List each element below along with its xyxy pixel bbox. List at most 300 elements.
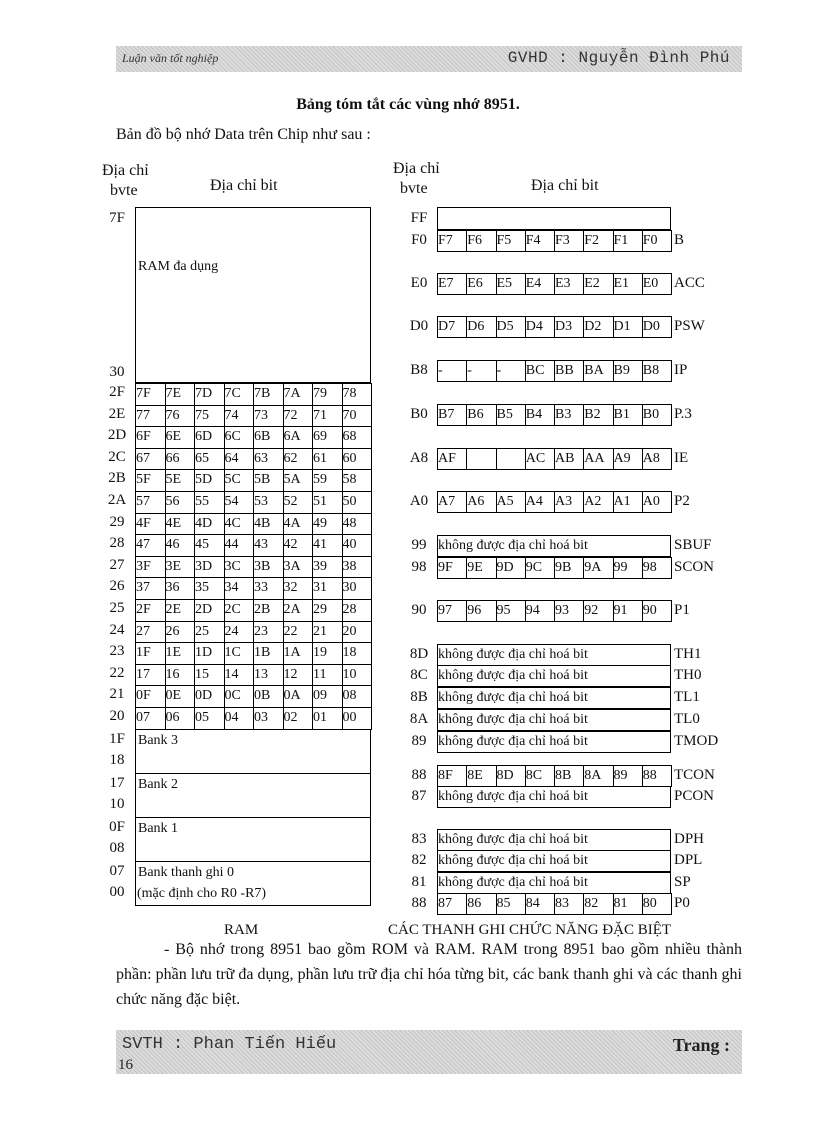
sfr-bit-label: 9E [467,560,483,575]
sfr-bit-label: BA [584,363,604,378]
sfr-bit-label: D2 [584,319,602,334]
sfr-row-addr: 8B [410,689,428,705]
sfr-bit-label: F4 [525,233,541,248]
ram-bit-label: 1D [195,645,213,661]
sfr-register-name: ACC [674,275,705,291]
ram-bit-label: 00 [342,710,357,725]
sfr-bit-label: D7 [438,319,456,334]
ram-bit-label: 5C [224,472,241,488]
ram-bit-label: 0A [283,688,301,704]
sfr-bit-label: E2 [584,276,600,291]
ram-row-addr: 21 [109,686,125,703]
ram-bit-label: 46 [165,537,180,553]
ram-bit-label: 4B [254,515,271,531]
sfr-head-addr-byte-1: Địa chỉ [393,160,440,177]
ram-bit-label: 58 [342,472,357,488]
sfr-bit-label: 89 [613,768,628,783]
sfr-non-bit-label: không được địa chỉ hoá bit [438,875,588,890]
ram-bit-label: 47 [136,537,150,553]
ram-bank-addr-top: 07 [109,862,125,879]
ram-bit-label: 67 [136,450,150,466]
ram-row-addr: 20 [109,708,125,724]
sfr-non-bit-label: không được địa chỉ hoá bit [438,712,588,727]
ram-bit-label: 1A [283,645,301,661]
ram-bank-label: Bank 3 [138,732,179,748]
ram-bit-label: 24 [224,623,239,639]
sfr-bit-label: A0 [642,494,660,509]
sfr-bit-label: 99 [613,560,628,575]
sfr-row-addr: 89 [411,733,427,749]
ram-bit-label: 70 [342,407,357,423]
sfr-bit-label: A7 [438,494,456,509]
sfr-bit-label: B3 [555,407,572,422]
sfr-row-addr: 83 [411,831,427,847]
ram-row-addr: 24 [109,621,125,638]
sfr-bit-cell [466,448,496,470]
sfr-bit-label: A1 [613,494,631,509]
ram-bit-label: 74 [224,407,239,423]
ram-bank-note: (mặc định cho R0 -R7) [137,886,267,901]
sfr-bit-label: B8 [642,363,660,378]
sfr-non-bit-label: không được địa chỉ hoá bit [438,538,588,553]
sfr-bit-label: D0 [642,319,660,334]
ram-bit-label: 7E [165,386,182,401]
sfr-register-name: SP [674,874,691,890]
ram-bit-label: 41 [313,537,327,553]
ram-bit-label: 22 [283,623,298,639]
sfr-bit-cell [496,448,526,470]
sfr-bit-label: 86 [467,896,482,911]
ram-bit-label: 06 [165,710,180,725]
ram-bit-label: 5E [165,472,182,488]
sfr-row-addr: 90 [411,602,427,618]
sfr-register-name: PCON [674,788,715,804]
sfr-bit-label: - [467,363,472,378]
page-footer [116,1030,742,1074]
sfr-bit-label: F1 [613,233,629,248]
ram-bank-addr-top: 1F [109,730,125,747]
ram-bank-addr-bottom: 10 [109,795,125,812]
sfr-row-addr: A0 [409,493,429,509]
ram-row-addr: 2A [107,492,127,508]
ram-head-addr-byte-1: Địa chỉ [102,162,149,179]
sfr-register-name: IE [674,450,689,466]
ram-bit-label: 1E [165,645,182,661]
sfr-register-name: DPH [674,831,705,847]
sfr-bit-label: F5 [496,233,512,248]
sfr-non-bit-label: không được địa chỉ hoá bit [438,647,588,662]
sfr-bit-label: E6 [467,276,483,291]
ram-head-addr-byte-2: bvte [110,182,138,199]
ram-bit-label: 56 [165,494,180,509]
sfr-head-addr-bit: Địa chỉ bit [531,177,599,194]
ram-row-addr: 27 [109,556,125,573]
sfr-non-bit-label: không được địa chỉ hoá bit [438,853,588,868]
ram-row-addr: 2C [108,448,126,465]
ram-row-addr: 29 [109,513,125,530]
ram-row-addr: 2D [107,427,127,444]
ram-bit-label: 03 [254,710,268,725]
ram-bit-label: 10 [342,666,357,682]
ram-bit-label: 14 [224,666,239,682]
ram-bit-label: 3E [165,558,182,574]
sfr-row-addr: 8D [409,646,429,662]
sfr-bit-label: F3 [555,233,570,248]
sfr-register-name: SCON [674,559,715,575]
ram-bit-label: 1B [254,645,271,661]
ram-bit-label: 35 [195,580,209,596]
sfr-bit-label: AB [555,451,575,466]
sfr-bit-label: AF [438,451,456,466]
ram-bit-label: 2E [165,602,182,617]
sfr-addr-top: FF [410,210,428,226]
ram-bit-label: 0E [165,688,182,704]
ram-row-addr: 25 [109,600,125,616]
ram-bit-label: 12 [283,666,298,682]
ram-bit-label: 37 [136,580,150,596]
ram-bit-label: 04 [224,710,239,725]
ram-bit-label: 11 [313,666,327,682]
sfr-bit-label: B5 [496,407,513,422]
sfr-register-name: B [674,232,685,248]
sfr-row-addr: 8A [409,711,429,727]
ram-bit-label: 73 [254,407,268,423]
ram-bit-label: 21 [313,623,327,639]
sfr-bit-label: D4 [525,319,543,334]
ram-bit-label: 65 [195,450,209,466]
ram-bit-label: 50 [342,494,357,509]
sfr-bit-label: 94 [525,603,540,618]
ram-bit-label: 7B [254,386,271,401]
ram-bit-label: 17 [136,666,150,682]
intro-text: Bản đồ bộ nhớ Data trên Chip như sau : [116,126,371,143]
sfr-bit-label: 8A [584,768,602,783]
ram-bit-label: 6B [254,429,271,445]
ram-bit-label: 61 [313,450,327,466]
ram-bit-label: 3F [136,558,151,574]
sfr-register-name: TH0 [674,667,702,683]
ram-bit-label: 71 [313,407,327,423]
sfr-row-addr: D0 [409,318,429,334]
ram-bit-label: 72 [283,407,298,423]
sfr-bit-label: D6 [467,319,485,334]
ram-bit-label: 15 [195,666,209,682]
sfr-bit-label: BC [525,363,545,378]
ram-head-addr-bit: Địa chỉ bit [210,177,278,194]
sfr-register-name: DPL [674,852,703,868]
sfr-non-bit-label: không được địa chỉ hoá bit [438,668,588,683]
ram-bit-label: 1F [136,645,151,661]
sfr-row-addr: 81 [411,874,427,890]
sfr-register-name: P1 [674,602,690,618]
ram-row-addr: 2E [108,405,126,422]
ram-bit-label: 0C [224,688,241,704]
ram-bit-label: 4D [195,515,213,531]
ram-bit-label: 33 [254,580,268,596]
ram-bit-label: 4F [136,515,151,531]
ram-bit-label: 2B [254,602,271,617]
sfr-bit-label: 90 [642,603,657,618]
ram-row-addr: 2B [108,470,126,487]
ram-bit-label: 25 [195,623,209,639]
ram-bit-label: 43 [254,537,268,553]
sfr-bit-label: - [496,363,502,378]
sfr-row-addr: 98 [411,559,427,575]
ram-bit-label: 40 [342,537,357,553]
sfr-bit-label: 9B [555,560,572,575]
sfr-bit-label: 9F [438,560,453,575]
footer-author: SVTH : Phan Tiến Hiếu [122,1035,337,1054]
sfr-bit-label: 96 [467,603,482,618]
ram-bit-label: 7F [136,386,151,401]
sfr-bit-label: E4 [525,276,542,291]
ram-bit-label: 6D [195,429,213,445]
sfr-bit-label: 87 [438,896,452,911]
ram-bit-label: 34 [224,580,239,596]
ram-bit-label: 51 [313,494,327,509]
sfr-row-addr: 88 [411,895,427,911]
sfr-non-bit-label: không được địa chỉ hoá bit [438,690,588,705]
sfr-register-name: TL0 [674,711,700,727]
ram-bit-label: 48 [342,515,357,531]
sfr-bit-label: F6 [467,233,483,248]
ram-bit-label: 5D [195,472,213,488]
sfr-bit-label: 9A [584,560,602,575]
sfr-bit-label: F0 [642,233,658,248]
sfr-bit-label: 81 [613,896,628,911]
sfr-non-bit-label: không được địa chỉ hoá bit [438,734,588,749]
sfr-bit-label: D3 [555,319,573,334]
ram-bit-label: 78 [342,386,357,401]
sfr-bit-label: 9C [525,560,543,575]
description-paragraph [116,937,742,1012]
sfr-bit-label: E5 [496,276,513,291]
sfr-row-addr: A8 [409,450,429,466]
sfr-register-name: P2 [674,493,690,509]
ram-bit-label: 54 [224,494,239,509]
sfr-bit-label: D5 [496,319,514,334]
ram-bit-label: 01 [313,710,327,725]
ram-bit-label: 7A [283,386,301,401]
ram-bit-label: 68 [342,429,357,445]
ram-bit-label: 2A [283,602,301,617]
sfr-bit-label: E0 [642,276,659,291]
sfr-bit-label: 8F [438,768,453,783]
ram-bit-label: 0B [254,688,271,704]
ram-general-box [135,207,371,383]
ram-bit-label: 3C [224,558,241,574]
ram-bit-label: 53 [254,494,268,509]
ram-bit-label: 49 [313,515,327,531]
sfr-bit-label: 8D [496,768,514,783]
document-title: Bảng tóm tắt các vùng nhớ 8951. [296,96,520,113]
sfr-bit-label: D1 [613,319,631,334]
ram-bit-label: 7C [224,386,241,401]
sfr-bit-label: 91 [613,603,628,618]
sfr-register-name: PSW [674,318,705,334]
ram-bit-label: 1C [224,645,241,661]
sfr-caption: CÁC THANH GHI CHỨC NĂNG ĐẶC BIỆT [388,922,672,938]
sfr-bit-label: E3 [555,276,571,291]
ram-bit-label: 26 [165,623,180,639]
ram-bit-label: 75 [195,407,209,423]
sfr-bit-label: 84 [525,896,540,911]
ram-bit-label: 66 [165,450,180,466]
sfr-bit-label: B6 [467,407,484,422]
ram-row-addr: 22 [109,664,125,681]
ram-bit-label: 05 [195,710,209,725]
sfr-bit-label: B0 [642,407,660,422]
ram-bit-label: 3B [254,558,271,574]
ram-bit-label: 5A [283,472,301,488]
ram-bit-label: 07 [136,710,150,725]
sfr-bit-label: A9 [613,451,631,466]
ram-bank-label: Bank thanh ghi 0 [138,864,235,880]
sfr-bit-label: AC [525,451,546,466]
ram-bit-label: 16 [165,666,180,682]
ram-bit-label: 64 [224,450,239,466]
sfr-bit-label: 88 [642,768,657,783]
sfr-bit-label: 95 [496,603,511,618]
ram-bit-label: 32 [283,580,298,596]
sfr-bit-label: 85 [496,896,511,911]
ram-bit-label: 13 [254,666,268,682]
ram-addr-top: 7F [109,210,125,226]
sfr-non-bit-label: không được địa chỉ hoá bit [438,789,588,804]
sfr-bit-label: 98 [642,560,657,575]
sfr-bit-label: - [438,363,443,378]
sfr-bit-label: F7 [438,233,453,248]
sfr-bit-label: B4 [525,407,543,422]
sfr-row-addr: E0 [410,275,428,291]
sfr-bit-label: E7 [438,276,454,291]
ram-bit-label: 39 [313,558,327,574]
ram-bit-label: 0D [195,688,213,704]
sfr-register-name: TMOD [674,733,719,749]
sfr-bit-label: 8B [555,768,572,783]
ram-bit-label: 76 [165,407,180,423]
sfr-bit-label: BB [555,363,574,378]
sfr-bit-label: E1 [613,276,630,291]
ram-bit-label: 36 [165,580,180,596]
ram-bit-label: 63 [254,450,268,466]
ram-row-addr: 26 [109,578,125,595]
sfr-bit-label: 8E [467,768,483,783]
ram-addr-bottom: 30 [109,364,125,380]
sfr-bit-label: 80 [642,896,657,911]
sfr-top-box [437,207,671,230]
ram-bit-label: 69 [313,429,327,445]
sfr-bit-label: B2 [584,407,601,422]
ram-row-addr: 23 [109,643,125,660]
ram-bit-label: 6E [165,429,182,445]
sfr-register-name: IP [674,362,688,378]
ram-bit-label: 08 [342,688,357,704]
paragraph-text: - Bộ nhớ trong 8951 bao gồm ROM và RAM. RAM trong 8951 bao gồm nhiều thành phần: phần lưu trữ đa dụng, phần lưu trữ địa chỉ hóa từng bit, các bank thanh ghi và các thanh ghi chức năng đặc biệt. [116,941,742,1008]
sfr-bit-label: 97 [438,603,452,618]
sfr-row-addr: 87 [411,788,427,804]
sfr-bit-label: 8C [525,768,543,783]
ram-bank-addr-bottom: 18 [109,751,125,768]
sfr-bit-label: B1 [613,407,630,422]
ram-bit-label: 6C [224,429,241,445]
ram-bit-label: 4A [283,515,301,531]
footer-page-number: 16 [118,1057,133,1073]
ram-bit-label: 31 [313,580,327,596]
ram-bit-label: 57 [136,494,150,509]
ram-bit-label: 44 [224,537,239,553]
ram-bit-label: 42 [283,537,298,553]
ram-general-label: RAM đa dụng [138,259,219,274]
sfr-bit-label: B7 [438,407,455,422]
ram-bit-label: 6F [136,429,151,445]
sfr-row-addr: 99 [411,537,427,553]
sfr-bit-label: 9D [496,560,514,575]
sfr-non-bit-label: không được địa chỉ hoá bit [438,832,588,847]
ram-bit-label: 3A [283,558,301,574]
sfr-register-name: TCON [674,767,715,783]
sfr-row-addr: 8C [410,667,428,683]
ram-bank-label: Bank 2 [138,776,179,792]
ram-bit-label: 77 [136,407,150,423]
ram-bit-label: 7D [195,386,213,401]
ram-bit-label: 30 [342,580,357,596]
sfr-head-addr-byte-2: bvte [400,180,428,197]
ram-row-addr: 2F [109,384,125,400]
sfr-bit-label: 92 [584,603,599,618]
header-right-text: GVHD : Nguyễn Đình Phú [507,49,730,67]
ram-bank-addr-bottom: 08 [109,839,125,856]
sfr-row-addr: 88 [411,767,427,783]
ram-bit-label: 02 [283,710,298,725]
sfr-row-addr: B8 [410,362,428,378]
ram-bank-label: Bank 1 [138,820,179,836]
ram-bit-label: 4C [224,515,241,531]
page-header [116,46,742,72]
ram-bit-label: 2D [195,602,213,617]
sfr-row-addr: F0 [411,232,427,248]
ram-bit-label: 18 [342,645,357,661]
ram-bit-label: 09 [313,688,327,704]
sfr-bit-label: AA [584,451,605,466]
sfr-bit-label: 82 [584,896,599,911]
sfr-row-addr: B0 [410,406,428,422]
ram-bit-label: 3D [195,558,213,574]
sfr-bit-label: F2 [584,233,600,248]
ram-bit-label: 45 [195,537,209,553]
sfr-bit-label: A5 [496,494,514,509]
ram-bit-label: 5B [254,472,271,488]
ram-bit-label: 5F [136,472,151,488]
sfr-bit-label: A3 [555,494,573,509]
ram-row-addr: 28 [109,535,125,552]
ram-bit-label: 2C [224,602,241,617]
sfr-bit-label: 83 [555,896,569,911]
sfr-register-name: TL1 [674,689,700,705]
ram-bank-addr-top: 17 [109,774,125,791]
ram-bit-label: 28 [342,602,357,617]
sfr-register-name: SBUF [674,537,712,553]
footer-page-label: Trang : [672,1035,730,1055]
header-left-text: Luận văn tốt nghiệp [122,51,219,65]
sfr-bit-label: A8 [642,451,660,466]
sfr-bit-label: A6 [467,494,485,509]
sfr-bit-label: 93 [555,603,569,618]
ram-bit-label: 62 [283,450,298,466]
ram-bit-label: 27 [136,623,150,639]
ram-bit-label: 59 [313,472,327,488]
ram-bit-label: 2F [136,602,151,617]
